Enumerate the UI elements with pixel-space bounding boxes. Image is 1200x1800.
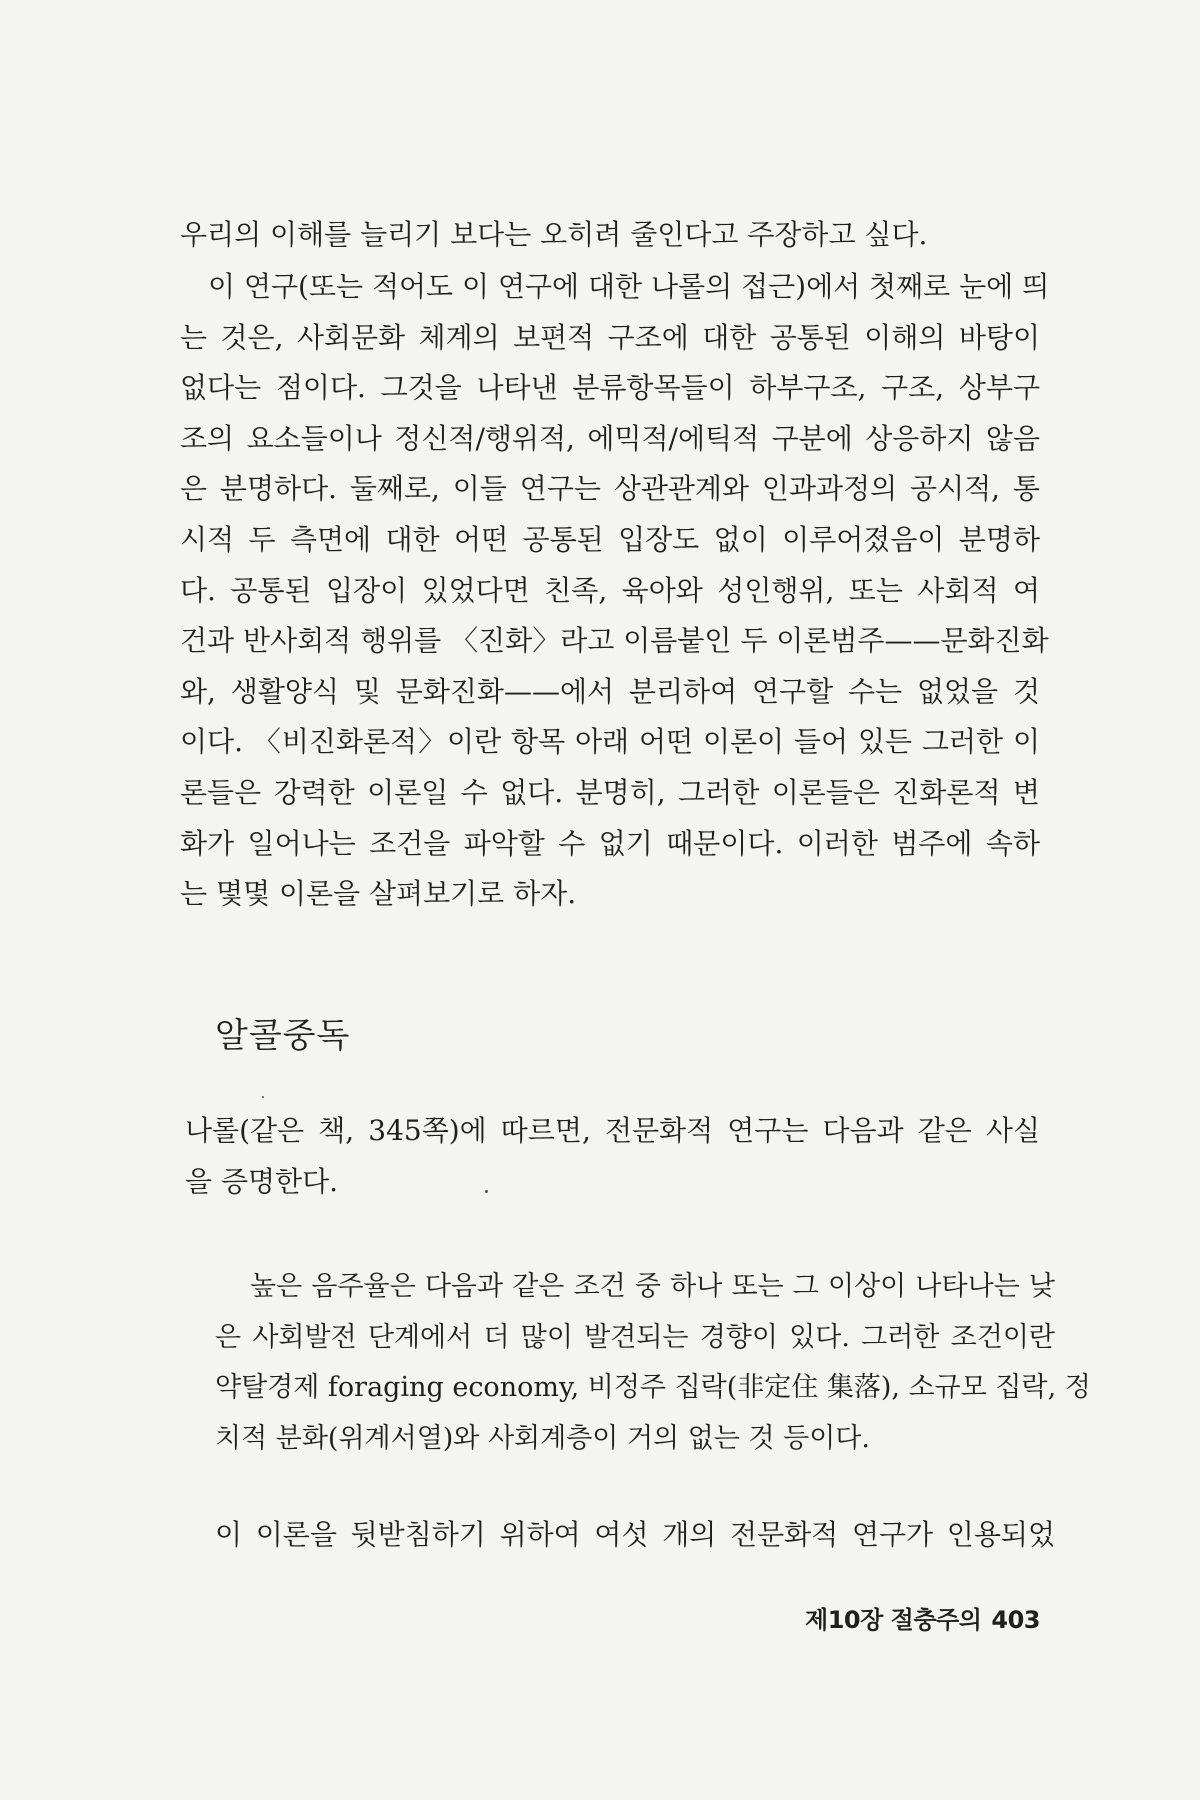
text-line: 다. 공통된 입장이 있었다면 친족, 육아와 성인행위, 또는 사회적 여 — [180, 573, 1040, 607]
text-line: 을 증명한다. — [185, 1164, 339, 1198]
paragraph-3 — [185, 1106, 1040, 1207]
text-line: 은 분명하다. 둘째로, 이들 연구는 상관관계와 인과과정의 공시적, 통 — [180, 472, 1040, 506]
text-line: 건과 반사회적 행위를 〈진화〉라고 이름붙인 두 이론범주——문화진화 — [180, 624, 1049, 658]
section-heading: 알콜중독 — [215, 1016, 351, 1056]
text-line: 높은 음주율은 다음과 같은 조건 중 하나 또는 그 이상이 나타나는 낮 — [250, 1271, 1055, 1302]
text-line: 이다. 〈비진화론적〉이란 항목 아래 어떤 이론이 들어 있든 그러한 이 — [180, 725, 1040, 759]
paragraph-2 — [180, 262, 1050, 920]
text-line: 은 사회발전 단계에서 더 많이 발견되는 경향이 있다. 그러한 조건이란 — [215, 1321, 1055, 1353]
running-head: 제10장 절충주의 — [805, 1606, 982, 1634]
paragraph-1 — [180, 210, 1040, 261]
text-line: 와, 생활양식 및 문화진화——에서 분리하여 연구할 수는 없었을 것 — [180, 674, 1040, 708]
scan-speck — [485, 1190, 488, 1193]
block-quote — [215, 1262, 1091, 1464]
text-line: 약탈경제 foraging economy, 비정주 집락(非定住 集落), 소규모 집락, 정 — [215, 1372, 1091, 1404]
text-line: 이 연구(또는 적어도 이 연구에 대한 나롤의 접근)에서 첫째로 눈에 띄 — [208, 270, 1050, 303]
text-line: 는 몇몇 이론을 살펴보기로 하자. — [180, 877, 577, 911]
scan-speck — [262, 1096, 264, 1098]
text-line: 없다는 점이다. 그것을 나타낸 분류항목들이 하부구조, 구조, 상부구 — [180, 371, 1040, 405]
text-line: 나롤(같은 책, 345쪽)에 따르면, 전문화적 연구는 다음과 같은 사실 — [185, 1114, 1040, 1147]
text-line: 는 것은, 사회문화 체계의 보편적 구조에 대한 공통된 이해의 바탕이 — [180, 320, 1040, 354]
text-line: 우리의 이해를 늘리기 보다는 오히려 줄인다고 주장하고 싶다. — [180, 218, 928, 251]
text-line: 론들은 강력한 이론일 수 없다. 분명히, 그러한 이론들은 진화론적 변 — [180, 775, 1040, 809]
page-footer — [805, 1600, 1040, 1635]
text-line: 조의 요소들이나 정신적/행위적, 에믹적/에틱적 구분에 상응하지 않음 — [180, 421, 1040, 455]
text-line: 치적 분화(위계서열)와 사회계층이 거의 없는 것 등이다. — [215, 1422, 870, 1454]
text-line: 시적 두 측면에 대한 어떤 공통된 입장도 없이 이루어졌음이 분명하 — [180, 522, 1040, 556]
text-line: 이 이론을 뒷받침하기 위하여 여섯 개의 전문화적 연구가 인용되었 — [215, 1518, 1055, 1551]
paragraph-4 — [215, 1510, 1055, 1561]
text-line: 화가 일어나는 조건을 파악할 수 없기 때문이다. 이러한 범주에 속하 — [180, 826, 1040, 860]
page-number: 403 — [991, 1606, 1040, 1634]
